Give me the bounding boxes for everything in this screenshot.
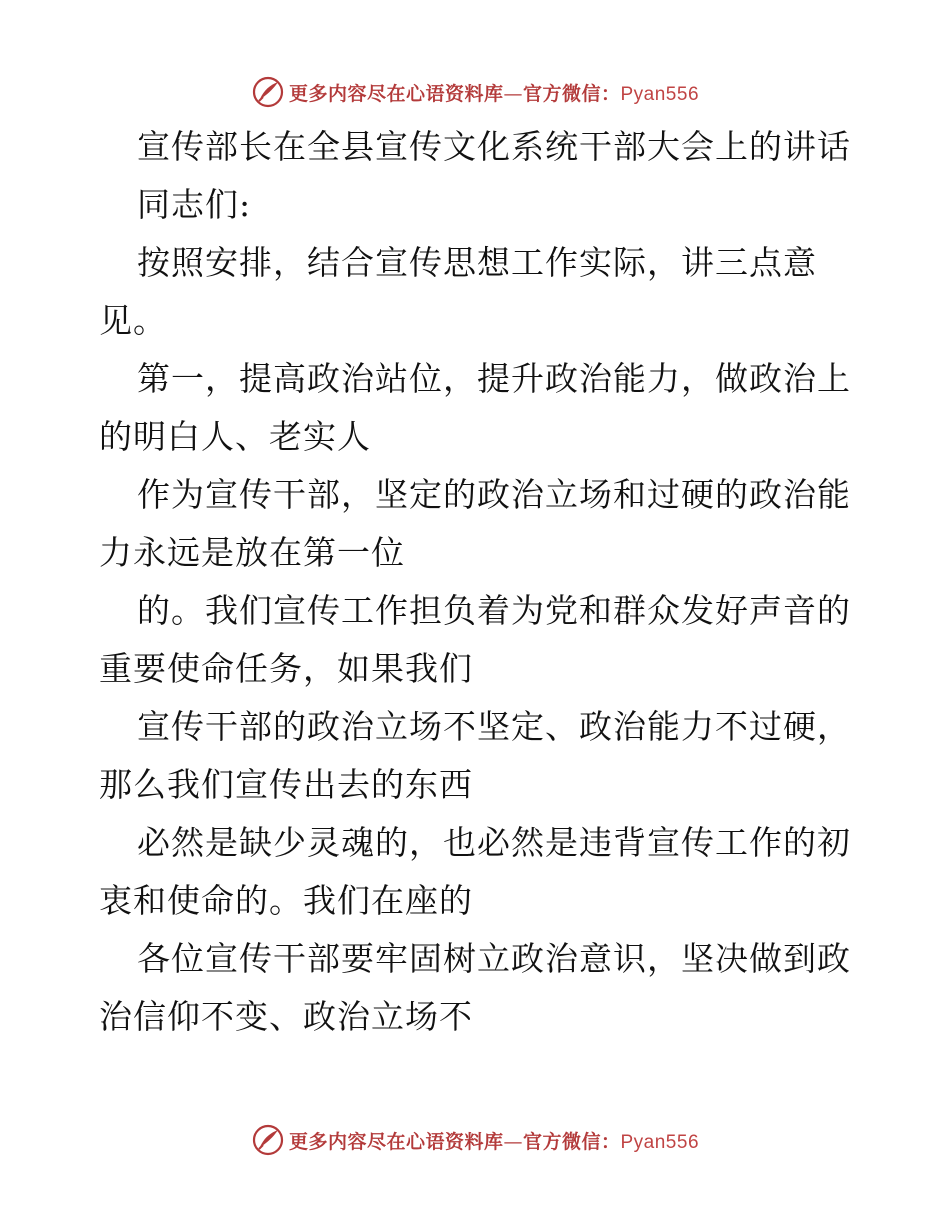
header-text [289,79,699,106]
paragraph: 第一，提高政治站位，提升政治能力，做政治上的明白人、老实人 [99,359,851,456]
paragraph: 各位宣传干部要牢固树立政治意识，坚决做到政治信仰不变、政治立场不 [99,939,851,1036]
paragraph: 作为宣传干部，坚定的政治立场和过硬的政治能力永远是放在第一位 [99,475,851,572]
paragraph: 按照安排，结合宣传思想工作实际，讲三点意见。 [99,243,817,340]
footer-text [289,1127,699,1154]
quill-pen-icon [251,1123,285,1157]
header-banner [0,70,950,114]
document-body [99,118,859,1046]
footer-separator: — [503,1130,523,1153]
header-wechat-id: Pyan556 [620,83,700,105]
footer-wechat-id: Pyan556 [620,1131,700,1153]
quill-pen-icon [251,75,285,109]
footer-brand: 更多内容尽在心语资料库 [288,1130,504,1153]
paragraph: 同志们: [137,185,252,224]
header-wechat-label: 官方微信： [522,82,621,105]
paragraph: 必然是缺少灵魂的，也必然是违背宣传工作的初衷和使命的。我们在座的 [99,823,851,920]
paragraph: 宣传干部的政治立场不坚定、政治能力不过硬，那么我们宣传出去的东西 [99,707,851,804]
header-separator: — [503,82,523,105]
header-brand: 更多内容尽在心语资料库 [288,82,504,105]
footer-wechat-label: 官方微信： [522,1130,621,1153]
footer-banner [0,1118,950,1162]
paragraph: 的。我们宣传工作担负着为党和群众发好声音的重要使命任务，如果我们 [99,591,851,688]
document-title: 宣传部长在全县宣传文化系统干部大会上的讲话 [137,127,851,166]
